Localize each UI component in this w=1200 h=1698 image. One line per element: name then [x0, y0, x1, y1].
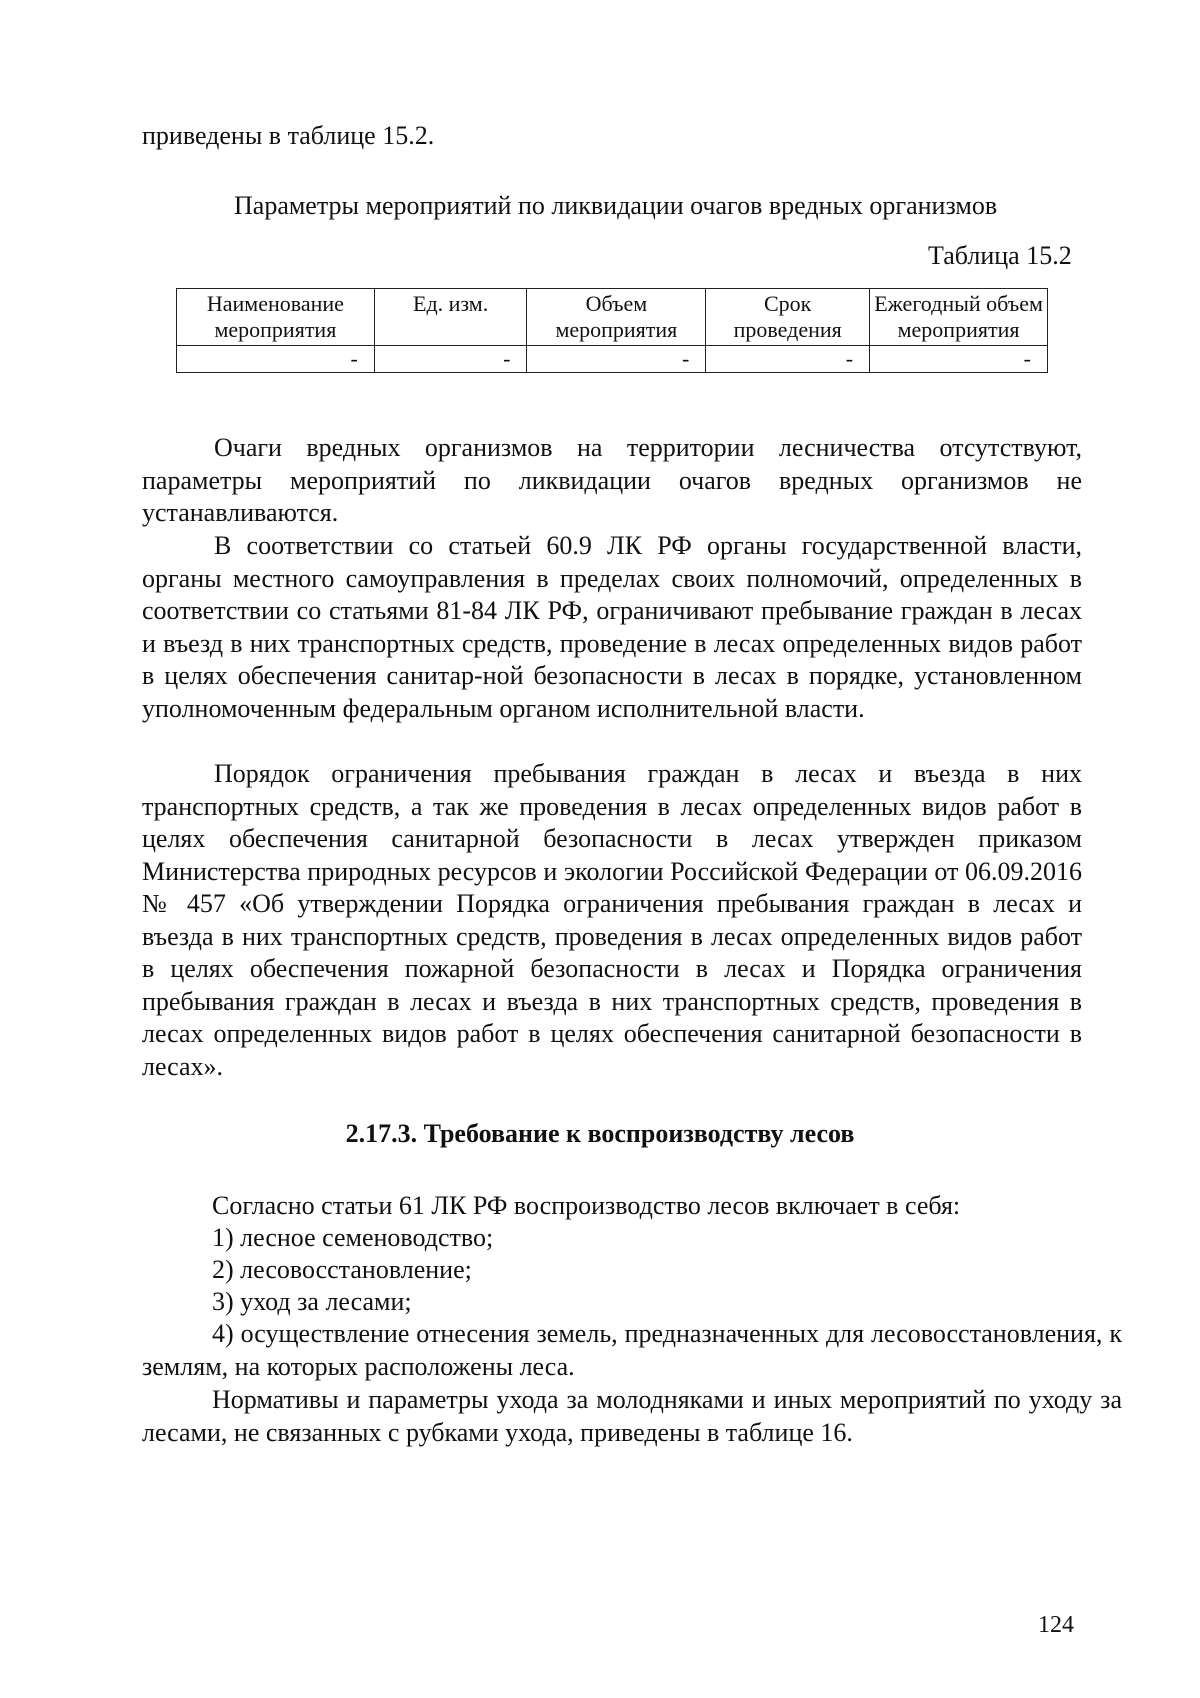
table-cell: - [706, 346, 870, 373]
list-item: 2) лесовосстановление; [212, 1255, 472, 1284]
header-cell-volume: Объем мероприятия [527, 289, 706, 346]
list-item: 3) уход за лесами; [212, 1287, 412, 1316]
paragraph-pests-absent: Очаги вредных организмов на территории лесничества отсутствуют, параметры мероприятий по ликвидации очагов вредных организмов не устанавливаются. [142, 433, 1082, 527]
table-caption: Параметры мероприятий по ликвидации очагов вредных организмов [234, 191, 998, 220]
intro-line: приведены в таблице 15.2. [142, 121, 435, 150]
page-number: 124 [1038, 1612, 1074, 1638]
parameters-table [176, 288, 1048, 373]
header-cell-unit: Ед. изм. [374, 289, 527, 346]
header-cell-name: Наименование мероприятия [177, 289, 375, 346]
table-cell: - [870, 346, 1048, 373]
paragraph-order-457: Порядок ограничения пребывания граждан в лесах и въезда в них транспортных средств, а так же проведения в лесах определенных видов работ в целях обеспечения санитарной безопасности в лесах утвержден приказом Министерства природных ресурсов и экологии Российской Федерации от 06.09.2016 № 457 «Об утверждении Порядка ограничения пребывания граждан в лесах и въезда в них транспортных средств, проведения в лесах определенных видов работ в целях обеспечения пожарной безопасности в лесах и Порядка ограничения пребывания граждан в лесах и въезда в них транспортных средств, проведения в лесах определенных видов работ в целях обеспечения санитарной безопасности в лесах». [142, 759, 1082, 1081]
table-cell: - [527, 346, 706, 373]
section-heading: 2.17.3. Требование к воспроизводству лесов [345, 1119, 855, 1148]
table-header-row [177, 289, 1048, 346]
table-cell: - [374, 346, 527, 373]
list-item: 4) осуществление отнесения земель, предназначенных для лесовосстановления, к землям, на которых расположены леса. [142, 1319, 1122, 1381]
paragraph-article-60-9: В соответствии со статьей 60.9 ЛК РФ органы государственной власти, органы местного самоуправления в пределах своих полномочий, определенных в соответствии со статьями 81-84 ЛК РФ, ограничивают пребывание граждан в лесах и въезд в них транспортных средств, проведение в лесах определенных видов работ в целях обеспечения санитар-ной безопасности в лесах в порядке, установленном уполномоченным федеральным органом исполнительной власти. [142, 531, 1082, 723]
header-cell-annual-volume: Ежегодный объем мероприятия [870, 289, 1048, 346]
list-item: 1) лесное семеноводство; [212, 1223, 494, 1252]
table-label: Таблица 15.2 [928, 241, 1072, 270]
header-cell-term: Срок проведения [706, 289, 870, 346]
table-row [177, 346, 1048, 373]
table-cell: - [177, 346, 375, 373]
closing-paragraph: Нормативы и параметры ухода за молодняками и иных мероприятий по уходу за лесами, не связанных с рубками ухода, приведены в таблице 16. [142, 1385, 1122, 1447]
list-intro: Согласно статьи 61 ЛК РФ воспроизводство лесов включает в себя: [212, 1191, 961, 1220]
